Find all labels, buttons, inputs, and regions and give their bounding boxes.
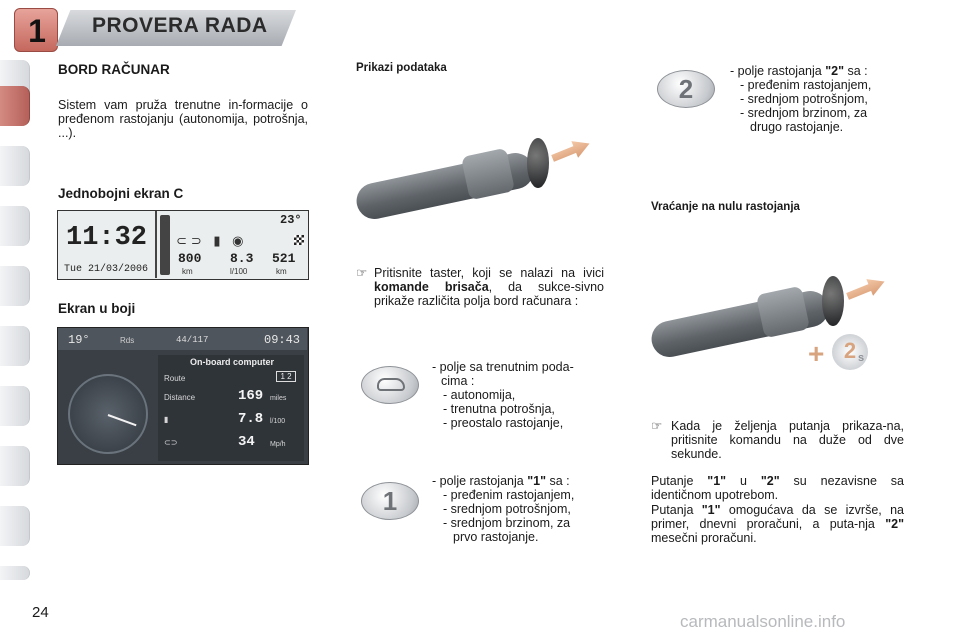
text-fragment: Pritisnite taster, koji se nalazi na ivici: [374, 266, 604, 280]
cs-odometer: 44/117: [176, 335, 209, 345]
stalk-ring: [461, 148, 515, 201]
field-current-line: - trenutna potrošnja,: [443, 402, 555, 416]
stalk-button: [822, 276, 844, 326]
field1-line: - pređenim rastojanjem,: [443, 488, 575, 502]
plus-sign: +: [808, 338, 825, 369]
side-tab-active: [0, 86, 30, 126]
text-fragment: sa :: [844, 64, 868, 78]
field1-line: - srednjom potrošnjom,: [443, 502, 571, 516]
arrow-icon: [549, 135, 593, 167]
field-current-line: - autonomija,: [443, 388, 516, 402]
car-icon: [377, 378, 405, 391]
color-screen-image: [57, 327, 309, 465]
page-number: 24: [32, 604, 49, 621]
text-fragment: omogućava da se izvrše, na primer, dnevni proračuni, a puta-nja: [651, 503, 904, 531]
text-bold: "1": [701, 503, 721, 517]
lcd-temperature: 23°: [280, 213, 302, 227]
text-fragment: - polje rastojanja: [432, 474, 528, 488]
bullet-press-button: [374, 266, 604, 308]
badge-number-1: [361, 482, 419, 520]
field2-line: - srednjom brzinom, za: [740, 106, 868, 120]
lcd-distance-value: 521: [272, 251, 296, 266]
cs-route-label: Route: [164, 374, 186, 383]
wiper-stalk-illustration: [355, 130, 605, 220]
lcd-divider: [155, 211, 157, 278]
lcd-time: 11:32: [66, 223, 148, 253]
side-tab: [0, 386, 30, 426]
stalk-ring: [756, 286, 810, 339]
side-tab: [0, 446, 30, 486]
bullet-icon: ☞: [651, 419, 663, 433]
color-screen-topbar: [58, 328, 307, 350]
field2-line: drugo rastojanje.: [750, 120, 844, 134]
car-icon: ⊂⊃: [164, 438, 178, 447]
paragraph-route-usage: [651, 503, 904, 545]
badge-number-2: [657, 70, 715, 108]
lcd-car-fuel-icons: ⊂⊃ ▮ ◉: [176, 233, 248, 248]
side-tab: [0, 206, 30, 246]
finish-flag-icon: [294, 235, 304, 245]
text-bold: komande brisača: [374, 280, 489, 294]
field2-line: - pređenim rastojanjem,: [740, 78, 872, 92]
intro-paragraph: Sistem vam pruža trenutne in-formacije o pređenom rastojanju (autonomija, potrošnja, ...).: [58, 98, 308, 140]
field1-line: - srednjom brzinom, za: [443, 516, 571, 530]
text-bold: "2": [825, 64, 845, 78]
cs-time: 09:43: [264, 333, 301, 347]
heading-reset: Vraćanje na nulu rastojanja: [651, 201, 800, 213]
stalk-button: [527, 138, 549, 188]
cs-radio: Rds: [120, 336, 135, 345]
section-heading-bord-racunar: BORD RAČUNAR: [58, 62, 170, 77]
bullet-icon: ☞: [356, 266, 368, 280]
cs-row-value: 34: [238, 434, 255, 450]
mono-screen-image: [57, 210, 309, 280]
text-fragment: , da sukce-sivno prikaže različita polja bord računara :: [374, 280, 604, 308]
chapter-title: PROVERA RADA: [92, 14, 268, 37]
arrow-icon: [844, 273, 888, 305]
car-badge: [361, 366, 419, 404]
text-bold: "1": [707, 474, 727, 488]
side-tab: [0, 566, 30, 580]
lcd-date: Tue 21/03/2006: [64, 264, 149, 275]
text-fragment: Putanja: [651, 503, 702, 517]
text-bold: "1": [527, 474, 547, 488]
chapter-tab: [14, 8, 58, 52]
side-tabs: [0, 60, 34, 580]
cs-row-unit: miles: [270, 395, 287, 402]
field1-heading: [432, 474, 570, 488]
page-header: [0, 0, 960, 60]
heading-color-screen: Ekran u boji: [58, 301, 136, 316]
compass-dial-icon: [68, 374, 148, 454]
side-tab: [0, 146, 30, 186]
field2-heading: [730, 64, 868, 78]
lcd-consumption-value: 8.3: [230, 251, 254, 266]
badge-number-text: 2: [678, 74, 694, 104]
lcd-range-value: 800: [178, 251, 202, 266]
cs-row-value: 169: [238, 388, 264, 404]
text-fragment: su nezavisne sa identičnom upotrebom.: [651, 474, 905, 502]
badge-seconds-unit: s: [858, 352, 865, 364]
cs-temperature: 19°: [68, 333, 90, 347]
paragraph-routes: [651, 474, 904, 502]
lcd-unit: km: [276, 267, 287, 276]
badge-seconds-number: 2: [832, 334, 868, 370]
fuel-pump-icon: ▮: [164, 415, 169, 424]
plus-2-seconds-badge: [808, 332, 868, 376]
badge-number-text: 1: [382, 486, 398, 516]
text-fragment: sa :: [546, 474, 570, 488]
cs-panel-title: On-board computer: [190, 357, 275, 367]
cs-row-label: Distance: [164, 393, 196, 402]
field2-line: - srednjom potrošnjom,: [740, 92, 868, 106]
side-tab: [0, 326, 30, 366]
side-tab: [0, 266, 30, 306]
heading-data-displays: Prikazi podataka: [356, 62, 447, 74]
field-current-line: - preostalo rastojanje,: [443, 416, 564, 430]
text-fragment: mesečni proračuni.: [651, 531, 757, 545]
cs-route-boxes: 1 2: [276, 371, 296, 382]
cs-row-unit: l/100: [270, 418, 286, 425]
text-fragment: u: [726, 474, 761, 488]
dial-needle: [108, 414, 137, 426]
lcd-unit: km: [182, 267, 193, 276]
side-tab: [0, 506, 30, 546]
cs-row-unit: Mp/h: [270, 441, 286, 448]
lcd-unit: l/100: [230, 267, 248, 276]
text-fragment: - polje rastojanja: [730, 64, 826, 78]
text-bold: "2": [885, 517, 904, 531]
text-fragment: Putanje: [651, 474, 708, 488]
field-current-line: cima :: [441, 374, 475, 388]
chapter-number: 1: [28, 13, 46, 49]
on-board-computer-panel: [158, 355, 304, 461]
heading-mono-screen: Jednobojni ekran C: [58, 186, 184, 201]
field1-line: prvo rastojanje.: [453, 530, 539, 544]
text-bold: "2": [760, 474, 780, 488]
bullet-reset: Kada je željenja putanja prikaza-na, pritisnite komandu na duže od dve sekunde.: [671, 419, 904, 461]
cs-row-value: 7.8: [238, 411, 264, 427]
watermark: carmanualsonline.info: [680, 612, 846, 631]
lcd-tab-strip: [160, 215, 170, 275]
field-current-line: - polje sa trenutnim poda-: [432, 360, 574, 374]
